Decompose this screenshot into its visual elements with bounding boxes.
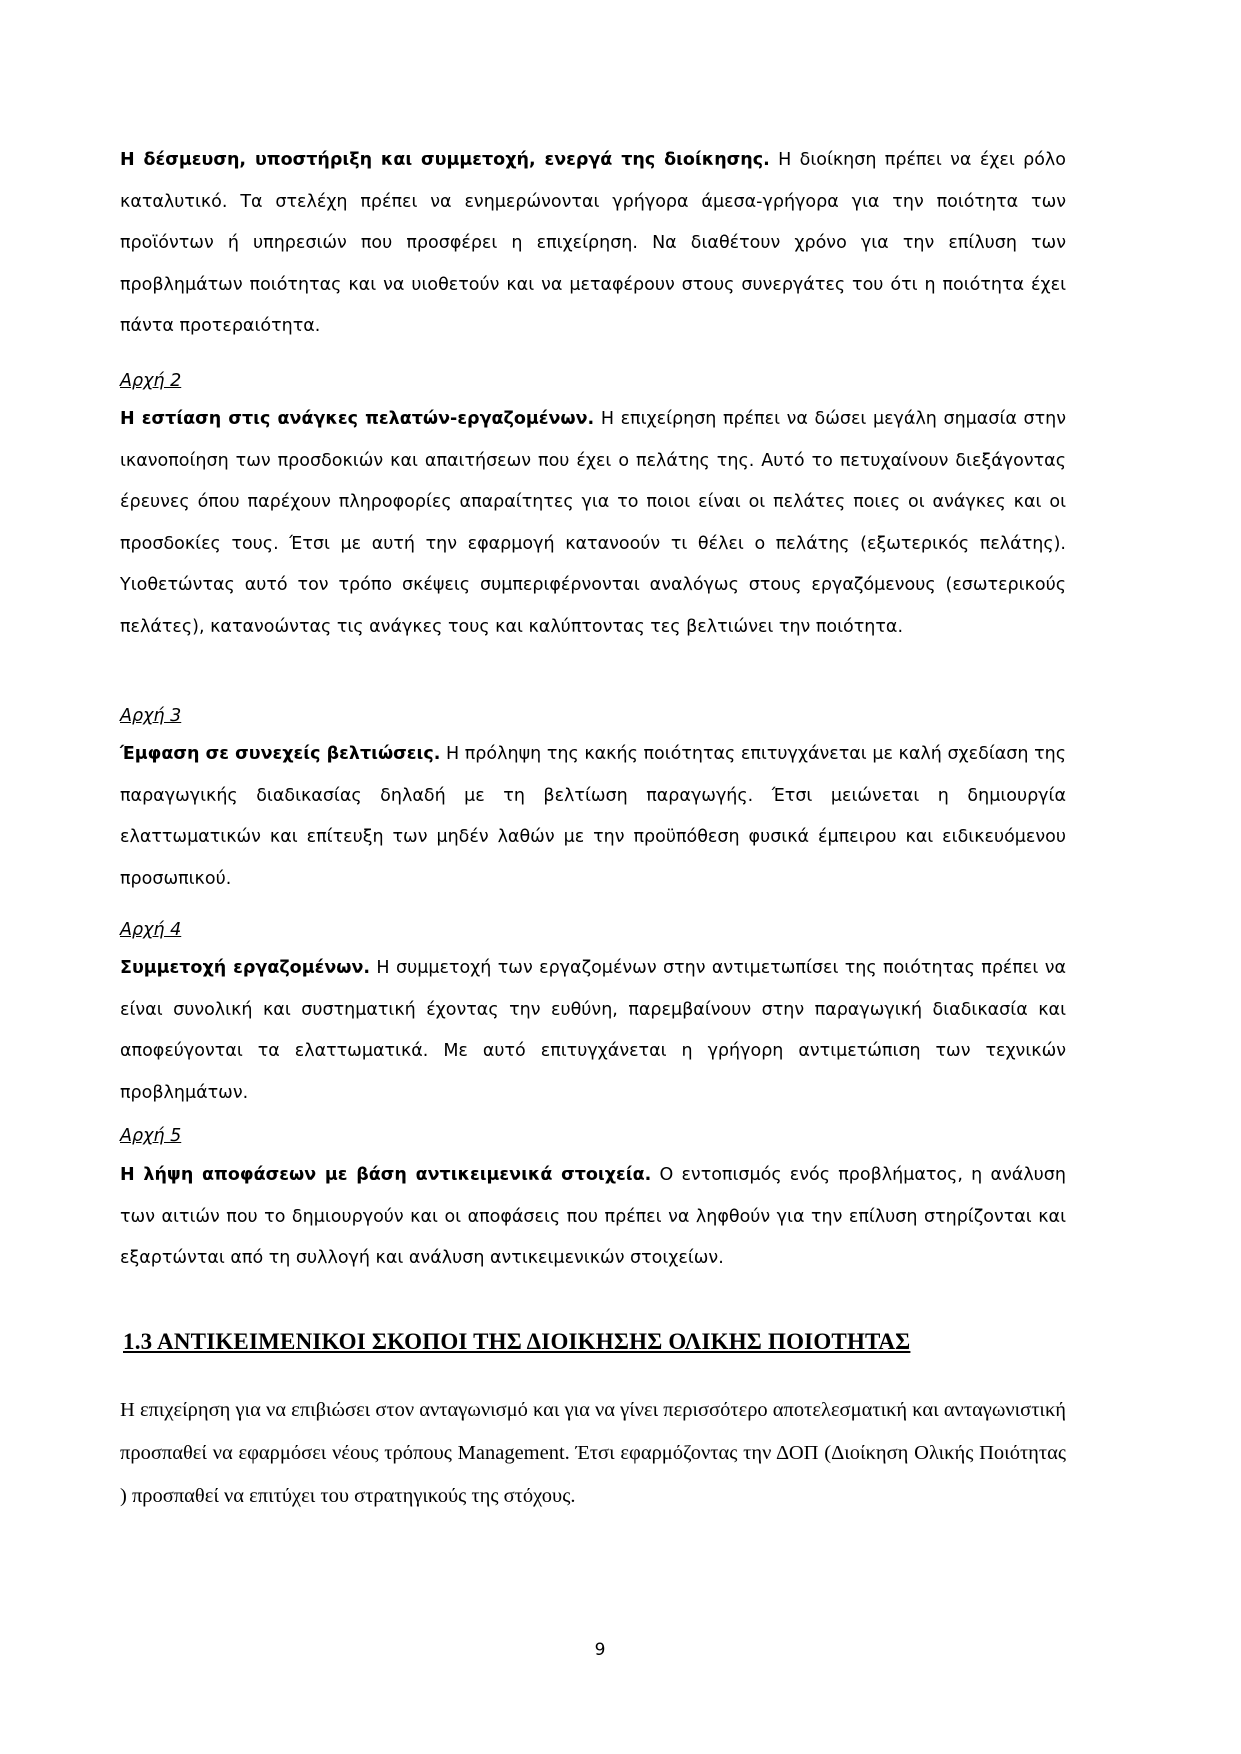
principle-3-lead: Έμφαση σε συνεχείς βελτιώσεις.	[120, 744, 441, 764]
principle-4-heading: Αρχή 4	[120, 920, 182, 940]
principle-4-text: Η συμμετοχή των εργαζομένων στην αντιμετωπίσει της ποιότητας πρέπει να είναι συνολική και συστηματική έχοντας την ευθύνη, παρεμβαίνουν στην παραγωγική διαδικασία και αποφεύγονται τα ελαττωματικά. Με αυτό επιτυγχάνεται η γρήγορη αντιμετώπιση των τεχνικών προβλημάτων.	[120, 958, 1067, 1103]
principle-5-heading: Αρχή 5	[120, 1126, 182, 1146]
principle-5-lead: Η λήψη αποφάσεων με βάση αντικειμενικά στοιχεία.	[120, 1165, 652, 1185]
principle-2-paragraph	[120, 399, 1066, 648]
principle-2-text: Η επιχείρηση πρέπει να δώσει μεγάλη σημασία στην ικανοποίηση των προσδοκιών και απαιτήσεων που έχει ο πελάτης της. Αυτό το πετυχαίνουν διεξάγοντας έρευνες όπου παρέχουν πληροφορίες απαραίτητες για το ποιοι είναι οι πελάτες ποιες οι ανάγκες και οι προσδοκίες τους. Έτσι με αυτή την εφαρμογή κατανοούν τι θέλει ο πελάτης (εξωτερικός πελάτης). Υιοθετώντας αυτό τον τρόπο σκέψεις συμπεριφέρνονται αναλόγως στους εργαζόμενους (εσωτερικούς πελάτες), κατανοώντας τις ανάγκες τους και καλύπτοντας τες βελτιώνει την ποιότητα.	[120, 409, 1066, 637]
principle-1-lead: Η δέσμευση, υποστήριξη και συμμετοχή, ενεργά της διοίκησης.	[120, 150, 770, 170]
principle-4-lead: Συμμετοχή εργαζομένων.	[120, 958, 371, 978]
page-number: 9	[594, 1640, 606, 1660]
section-paragraph: Η επιχείρηση για να επιβιώσει στον ανταγωνισμό και για να γίνει περισσότερο αποτελεσματική και ανταγωνιστική προσπαθεί να εφαρμόσει νέους τρόπους Management. Έτσι εφαρμόζοντας την ΔΟΠ (Διοίκηση Ολικής Ποιότητας ) προσπαθεί να επιτύχει του στρατηγικούς της στόχους.	[120, 1399, 1066, 1507]
principle-1-text: Η διοίκηση πρέπει να έχει ρόλο καταλυτικό. Τα στελέχη πρέπει να ενημερώνονται γρήγορα άμεσα-γρήγορα για την ποιότητα των προϊόντων ή υπηρεσιών που προσφέρει η επιχείρηση. Να διαθέτουν χρόνο για την επίλυση των προβλημάτων ποιότητας και να υιοθετούν και να μεταφέρουν στους συνεργάτες του ότι η ποιότητα έχει πάντα προτεραιότητα.	[120, 150, 1066, 336]
principle-5-text: Ο εντοπισμός ενός προβλήματος, η ανάλυση των αιτιών που το δημιουργούν και οι αποφάσεις που πρέπει να ληφθούν για την επίλυση στηρίζονται και εξαρτώνται από τη συλλογή και ανάλυση αντικειμενικών στοιχείων.	[120, 1165, 1066, 1268]
principle-5-paragraph	[120, 1155, 1066, 1280]
principle-3-text: Η πρόληψη της κακής ποιότητας επιτυγχάνεται με καλή σχεδίαση της παραγωγικής διαδικασίας δηλαδή με τη βελτίωση παραγωγής. Έτσι μειώνεται η δημιουργία ελαττωματικών και επίτευξη των μηδέν λαθών με την προϋπόθεση φυσικά έμπειρου και ειδικευόμενου προσωπικού.	[120, 744, 1066, 889]
principle-1-paragraph	[120, 140, 1066, 348]
principle-2-heading: Αρχή 2	[120, 371, 182, 391]
principle-4-paragraph	[120, 948, 1066, 1114]
principle-2-lead: Η εστίαση στις ανάγκες πελατών-εργαζομένων.	[120, 409, 595, 429]
principle-3-heading: Αρχή 3	[120, 706, 182, 726]
section-title: 1.3 ΑΝΤΙΚΕΙΜΕΝΙΚΟΙ ΣΚΟΠΟΙ ΤΗΣ ΔΙΟΙΚΗΣΗΣ ΟΛΙΚΗΣ ΠΟΙΟΤΗΤΑΣ	[123, 1329, 911, 1354]
principle-3-paragraph	[120, 734, 1066, 900]
